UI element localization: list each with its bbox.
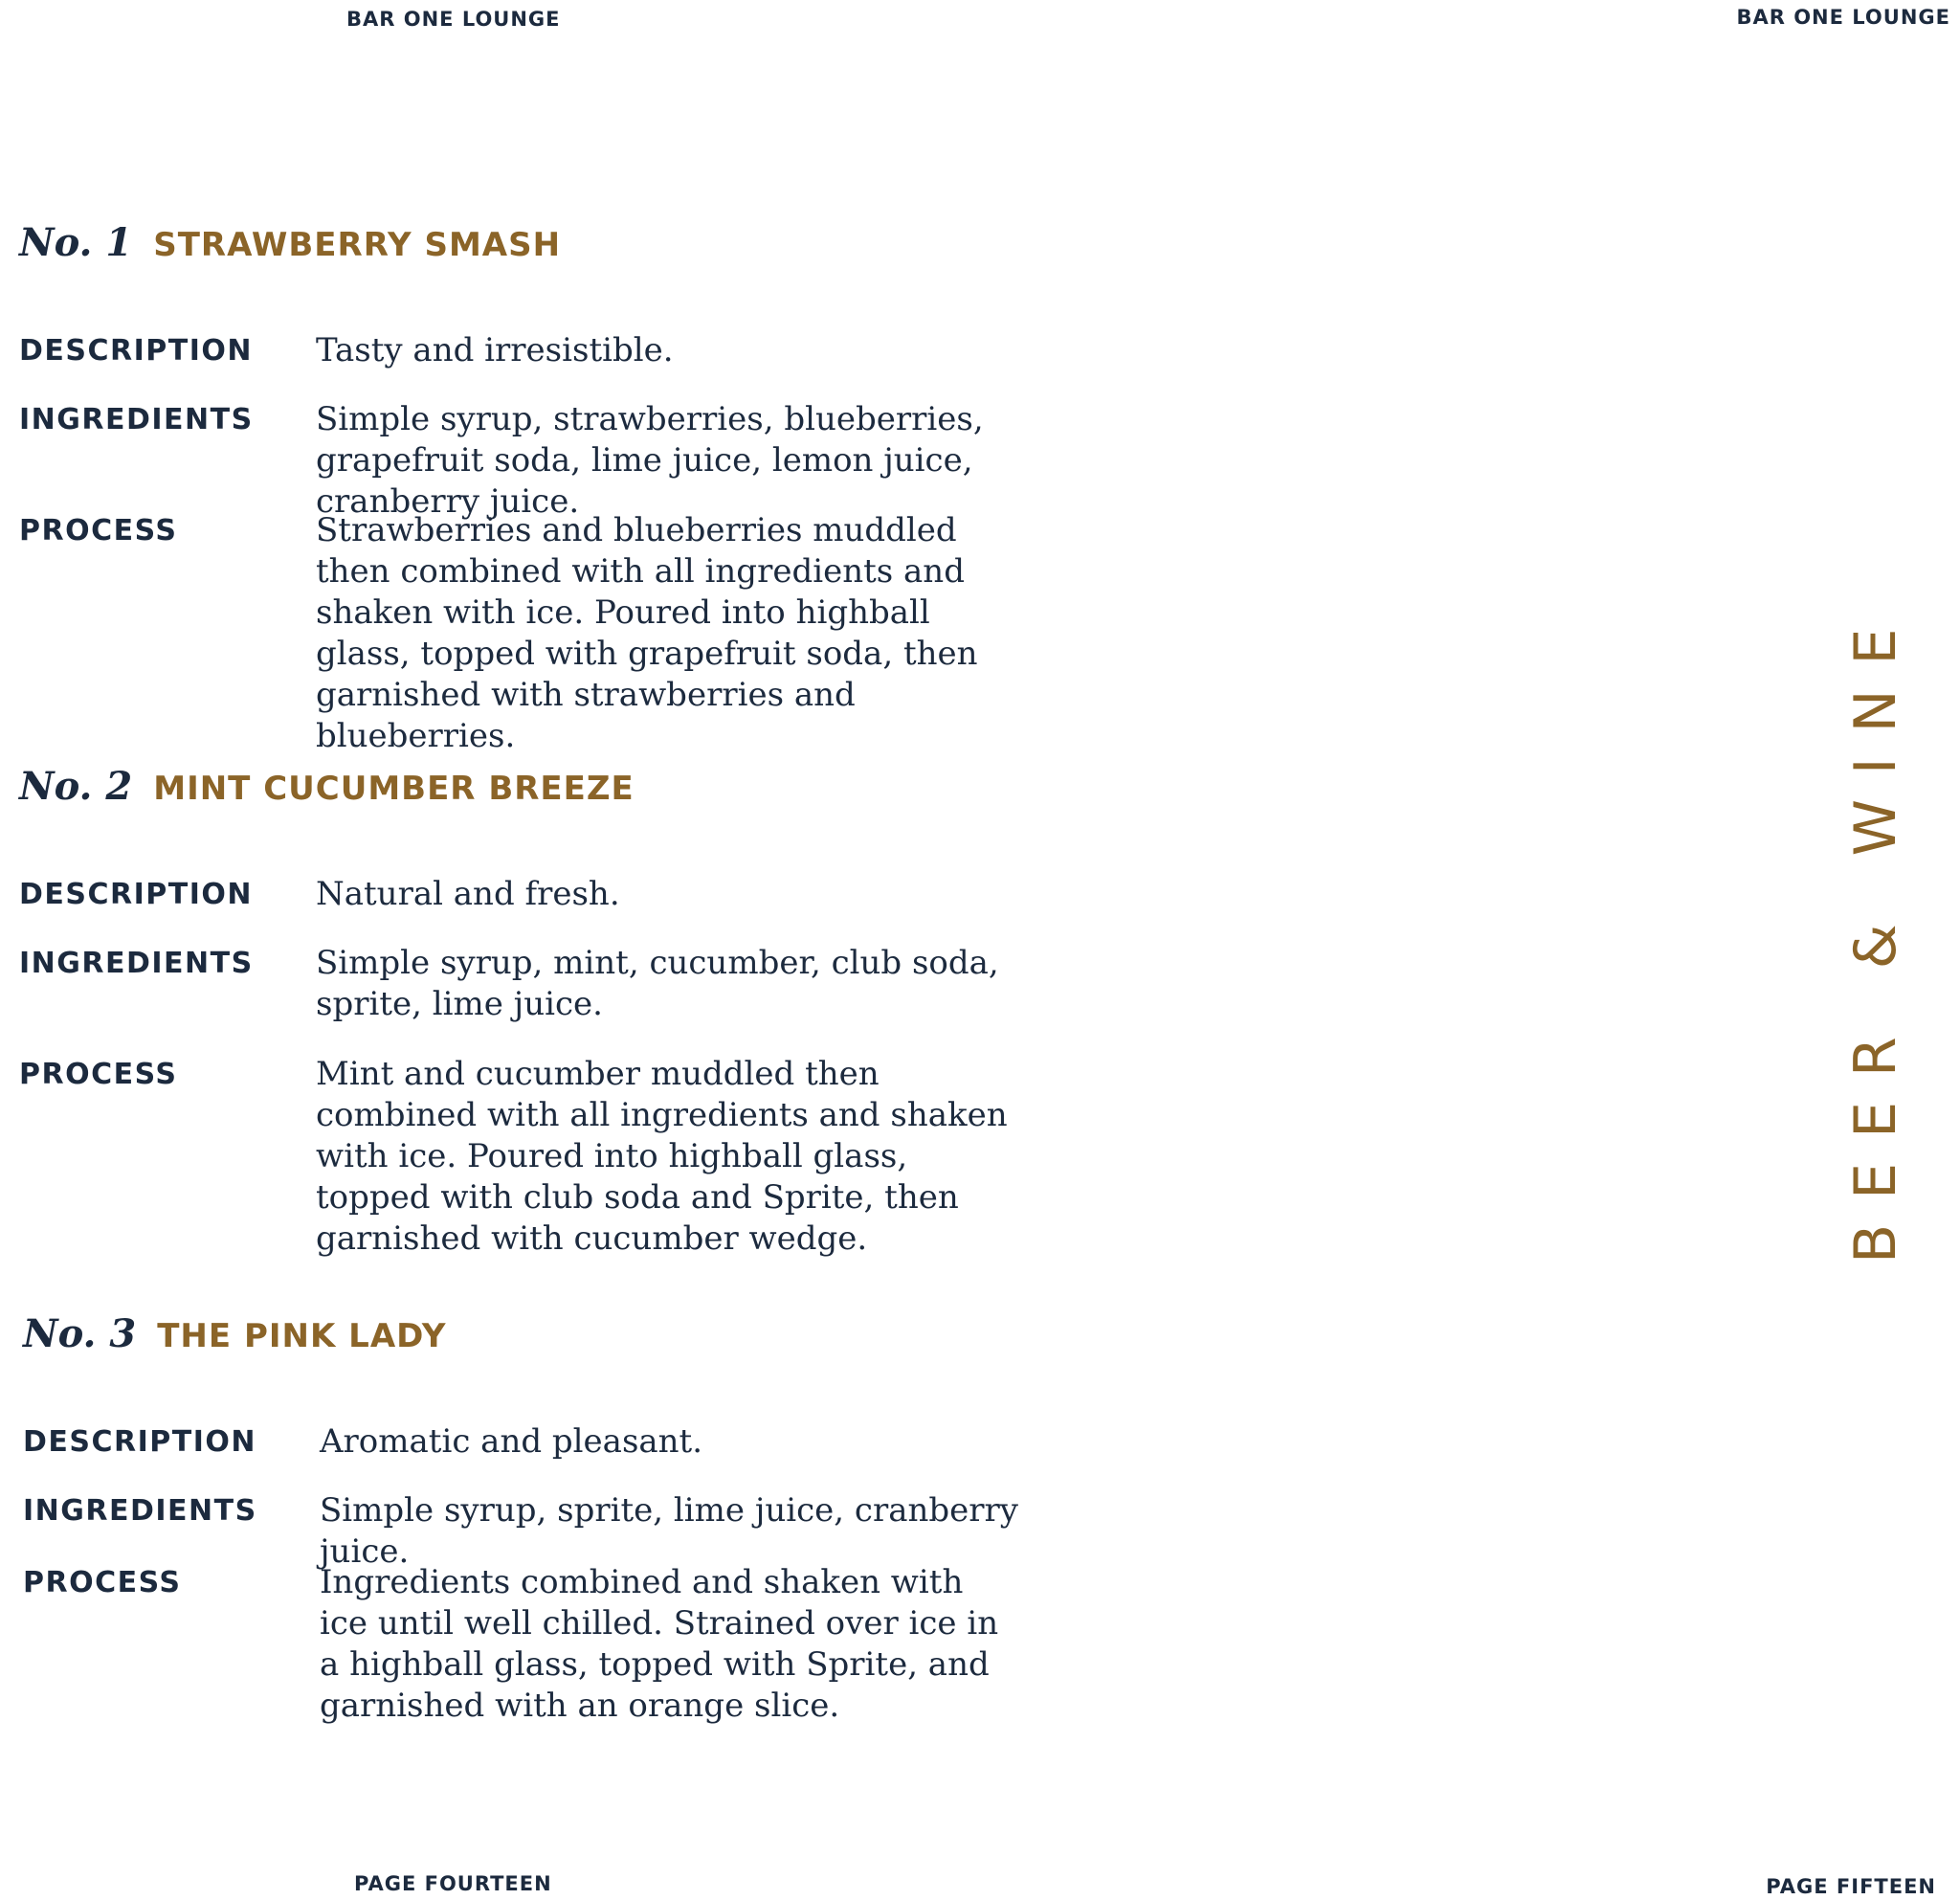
process-text: Strawberries and blueberries muddled then combined with all ingredients and shaken with ice. Poured into highball glass, topped with grapefruit soda, then garnished with strawberries and blueberries. [316, 511, 978, 755]
drink-number: No. 2 [19, 764, 133, 809]
ingredients-label: INGREDIENTS [19, 947, 254, 980]
process-label: PROCESS [19, 1058, 178, 1091]
drink-title [23, 1311, 1114, 1356]
description-row [23, 1421, 1104, 1463]
drink-title [19, 764, 1110, 809]
header-brand-left: BAR ONE LOUNGE [346, 8, 561, 31]
ingredients-text: Simple syrup, strawberries, blueberries, grapefruit soda, lime juice, lemon juice, cranberry juice. [316, 400, 984, 521]
description-text: Aromatic and pleasant. [320, 1422, 703, 1461]
page-number-left: PAGE FOURTEEN [354, 1872, 552, 1895]
drink-number: No. 3 [23, 1311, 137, 1356]
process-row [19, 1054, 1024, 1260]
drink-name: THE PINK LADY [157, 1317, 447, 1355]
section-title-vertical: BEER & WINE [1842, 603, 1909, 1263]
description-label: DESCRIPTION [19, 334, 254, 368]
ingredients-row [19, 399, 1101, 523]
drink-title [19, 220, 1110, 265]
ingredients-text: Simple syrup, sprite, lime juice, cranberry juice. [320, 1491, 1018, 1571]
drink-name: STRAWBERRY SMASH [153, 226, 562, 264]
process-label: PROCESS [19, 514, 178, 548]
description-row [19, 330, 1101, 371]
process-text: Ingredients combined and shaken with ice until well chilled. Strained over ice in a highball glass, topped with Sprite, and garnished with an orange slice. [320, 1563, 999, 1725]
drink-number: No. 1 [19, 220, 133, 265]
description-text: Tasty and irresistible. [316, 331, 674, 369]
ingredients-row [23, 1490, 1085, 1573]
process-text: Mint and cucumber muddled then combined with all ingredients and shaken with ice. Poured into highball glass, topped with club soda and Sprite, then garnished with cucumber wedge. [316, 1055, 1008, 1258]
ingredients-row [19, 943, 1062, 1025]
drink-3 [23, 1311, 1114, 1725]
description-label: DESCRIPTION [23, 1425, 257, 1459]
header-brand-right: BAR ONE LOUNGE [1736, 6, 1950, 29]
drink-2 [19, 764, 1110, 1258]
drink-name: MINT CUCUMBER BREEZE [153, 770, 635, 808]
ingredients-label: INGREDIENTS [23, 1494, 257, 1528]
process-row [19, 510, 1005, 757]
process-label: PROCESS [23, 1566, 182, 1599]
ingredients-label: INGREDIENTS [19, 403, 254, 436]
drink-1 [19, 220, 1110, 755]
description-row [19, 874, 1101, 915]
ingredients-text: Simple syrup, mint, cucumber, club soda, sprite, lime juice. [316, 944, 999, 1023]
process-row [23, 1562, 1009, 1727]
description-text: Natural and fresh. [316, 875, 620, 913]
description-label: DESCRIPTION [19, 878, 254, 911]
page-number-right: PAGE FIFTEEN [1766, 1875, 1936, 1898]
